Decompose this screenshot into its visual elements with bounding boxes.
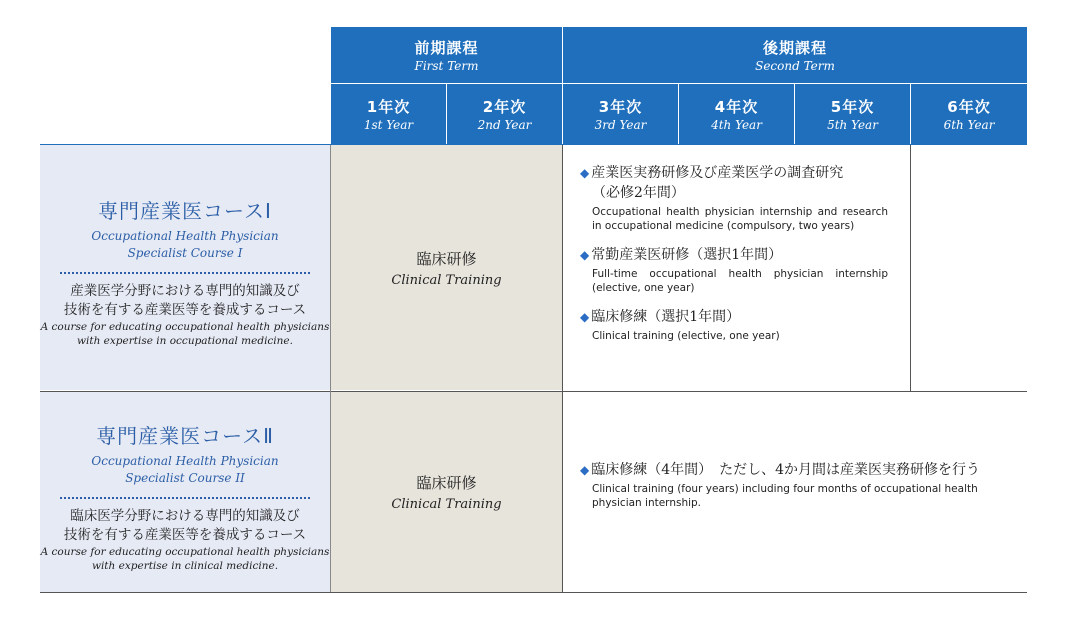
first-term-en: First Term	[414, 59, 479, 73]
item-title: 臨床修練（選択1年間）	[591, 309, 741, 325]
year-6-en: 6th Year	[943, 118, 995, 132]
body-left-divider	[562, 145, 563, 593]
year-3-en: 3rd Year	[594, 118, 647, 132]
course-1-item-1	[580, 163, 888, 233]
course-1-en-line2: Specialist Course I	[127, 246, 243, 260]
year-1-jp: 1年次	[366, 98, 411, 116]
course-2-divider	[60, 497, 310, 499]
year-1-header	[331, 84, 446, 144]
year-6-jp: 6年次	[947, 98, 991, 116]
course-2-desc-line1: 臨床医学分野における専門的知識及び	[70, 508, 300, 524]
course-1-clinical-en: Clinical Training	[391, 272, 502, 288]
course-2-desc-line2: 技術を有する産業医等を養成するコース	[63, 527, 307, 543]
course-1-year6-divider	[910, 145, 911, 391]
item-desc: Occupational health physician internship and research in occupational medicine (compulsory, two years)	[592, 206, 888, 232]
year-2-header	[447, 84, 562, 144]
table-bottom-line	[40, 592, 1027, 593]
second-term-jp: 後期課程	[762, 39, 827, 57]
diamond-icon: ◆	[580, 310, 590, 324]
course-1-items	[580, 163, 888, 343]
year-4-jp: 4年次	[714, 98, 759, 116]
item-desc: Full-time occupational health physician internship (elective, one year)	[592, 268, 888, 294]
course-2-item-1	[580, 460, 1020, 510]
course-2-clinical-en: Clinical Training	[391, 497, 502, 512]
item-title: 臨床修練（4年間） ただし、4か月間は産業医実務研修を行う	[591, 462, 981, 478]
diamond-icon: ◆	[580, 166, 590, 180]
course-2-en-line1: Occupational Health Physician	[91, 454, 279, 468]
diamond-icon: ◆	[580, 463, 590, 477]
course-1-clinical-cell	[331, 145, 562, 390]
year-5-header	[795, 84, 910, 144]
year-1-en: 1st Year	[363, 118, 414, 132]
item-desc: Clinical training (elective, one year)	[592, 330, 780, 342]
course-2-desc-en-line1: A course for educating occupational health physicians	[40, 546, 330, 558]
item-desc: Clinical training (four years) including four months of occupational health physician internship.	[592, 483, 978, 509]
year-4-header	[679, 84, 794, 144]
year-4-en: 4th Year	[711, 118, 762, 132]
course-2-desc-en-line2: with expertise in clinical medicine.	[91, 560, 279, 572]
course-1-title: 専門産業医コースⅠ	[98, 199, 272, 223]
second-term-en: Second Term	[755, 59, 835, 73]
second-term-header	[563, 27, 1027, 83]
course-2-cell	[40, 392, 330, 592]
year-6-header	[911, 84, 1027, 144]
year-2-jp: 2年次	[482, 98, 527, 116]
course-2-items	[580, 460, 1020, 510]
diamond-icon: ◆	[580, 248, 590, 262]
course-1-item-2	[580, 245, 888, 295]
course-1-desc-en-line2: with expertise in occupational medicine.	[77, 335, 293, 347]
course-1-desc-line1: 産業医学分野における専門的知識及び	[70, 283, 300, 299]
item-title: 常勤産業医研修（選択1年間）	[591, 247, 783, 263]
course-1-desc-line2: 技術を有する産業医等を養成するコース	[63, 302, 307, 318]
year-5-en: 5th Year	[827, 118, 878, 132]
course-2-clinical-cell	[331, 392, 562, 592]
course-2-clinical-jp: 臨床研修	[416, 474, 477, 492]
course-1-desc-en-line1: A course for educating occupational health physicians	[40, 321, 330, 333]
course-1-cell	[40, 145, 330, 390]
course-1-en-line1: Occupational Health Physician	[91, 229, 279, 243]
course-1-item-3	[580, 307, 888, 343]
item-title: 産業医実務研修及び産業医学の調査研究	[591, 165, 844, 181]
year-2-en: 2nd Year	[477, 118, 532, 132]
item-title-line2: （必修2年間）	[592, 185, 685, 201]
year-3-jp: 3年次	[598, 98, 643, 116]
course-2-en-line2: Specialist Course II	[125, 471, 245, 485]
first-term-jp: 前期課程	[414, 39, 479, 57]
year-3-header	[563, 84, 678, 144]
year-5-jp: 5年次	[830, 98, 875, 116]
course-1-divider	[60, 272, 310, 274]
course-2-title: 専門産業医コースⅡ	[96, 424, 274, 448]
course-1-clinical-jp: 臨床研修	[416, 249, 477, 268]
body-mid-divider	[330, 145, 331, 593]
first-term-header	[331, 27, 562, 83]
